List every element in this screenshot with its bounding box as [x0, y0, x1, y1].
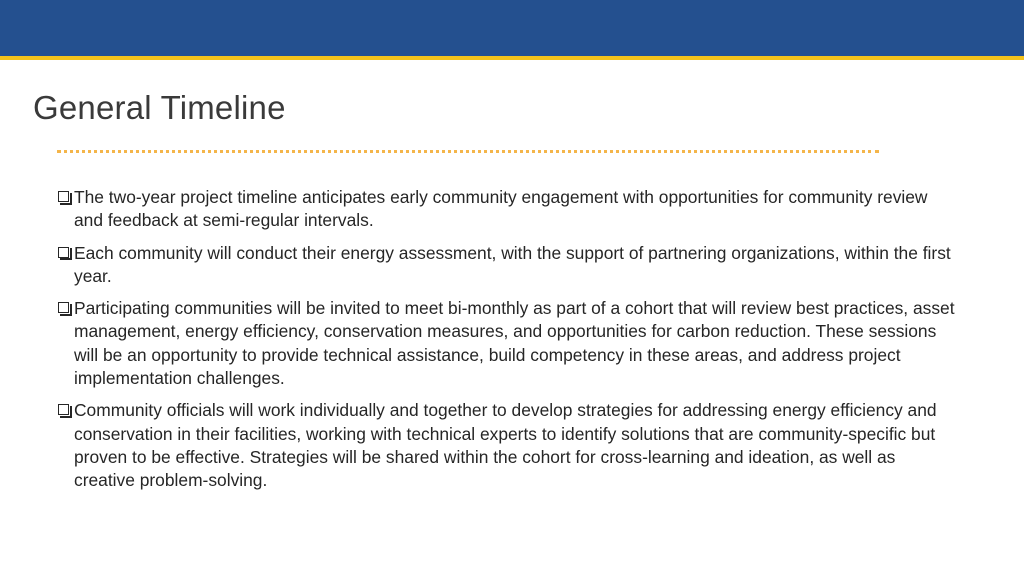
bullet-text: Community officials will work individually and together to develop strategies for addressing energy efficiency and conservation in their facilities, working with technical experts to identify solutions that are community-specific but proven to be effective. Strategies will be shared within the cohort for cross-learning and ideation, as well as creative problem-solving.	[74, 400, 937, 491]
hollow-square-bullet-icon	[58, 404, 69, 415]
hollow-square-bullet-icon	[58, 247, 69, 258]
accent-rule	[0, 56, 1024, 60]
bullet-item	[57, 297, 957, 390]
slide-title: General Timeline	[33, 89, 286, 126]
bullet-item	[57, 399, 957, 492]
bullet-item	[57, 242, 957, 289]
bullet-list	[57, 186, 957, 502]
bullet-item	[57, 186, 957, 233]
bullet-text: Participating communities will be invited to meet bi-monthly as part of a cohort that will review best practices, asset management, energy efficiency, conservation measures, and opportunities for carbon reduction. These sessions will be an opportunity to provide technical assistance, build competency in these areas, and address project implementation challenges.	[74, 298, 955, 389]
hollow-square-bullet-icon	[58, 191, 69, 202]
bullet-text: Each community will conduct their energy assessment, with the support of partnering organizations, within the first year.	[74, 242, 951, 286]
dotted-divider	[57, 150, 879, 153]
bullet-text: The two-year project timeline anticipates early community engagement with opportunities for community review and feedback at semi-regular intervals.	[74, 187, 928, 231]
hollow-square-bullet-icon	[58, 302, 69, 313]
header-band	[0, 0, 1024, 56]
